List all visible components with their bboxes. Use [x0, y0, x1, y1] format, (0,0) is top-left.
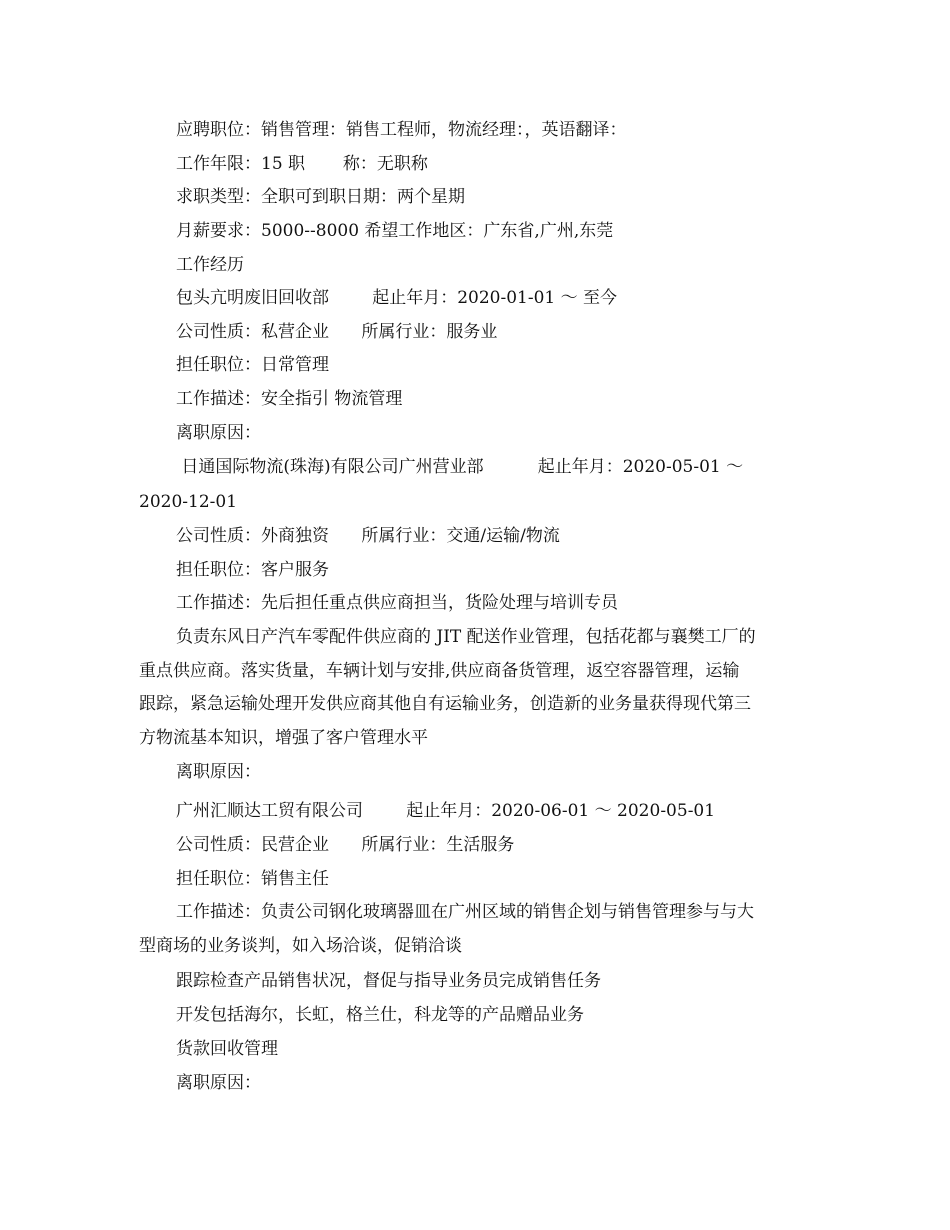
job1-nature: 公司性质：私营企业 所属行业：服务业: [176, 322, 498, 342]
job3-description-cont: 型商场的业务谈判，如入场洽谈，促销洽谈: [139, 936, 462, 956]
job2-title: 担任职位：客户服务: [176, 560, 329, 580]
job2-detail-line-4: 方物流基本知识，增强了客户管理水平: [139, 728, 428, 748]
job1-company: 包头亢明废旧回收部 起止年月：2020-01-01 ～ 至今: [176, 288, 618, 308]
job2-nature: 公司性质：外商独资 所属行业：交通/运输/物流: [176, 526, 560, 546]
line-work-years: 工作年限：15 职 称：无职称: [176, 154, 428, 174]
line-salary: 月薪要求：5000--8000 希望工作地区：广东省,广州,东莞: [176, 221, 614, 241]
job3-detail-line-2: 开发包括海尔，长虹，格兰仕，科龙等的产品赠品业务: [176, 1005, 584, 1025]
job3-title: 担任职位：销售主任: [176, 869, 329, 889]
job3-company: 广州汇顺达工贸有限公司 起止年月：2020-06-01 ～ 2020-05-01: [176, 801, 716, 821]
job2-detail-line-1: 负责东风日产汽车零配件供应商的 JIT 配送作业管理，包括花都与襄樊工厂的: [176, 627, 756, 647]
section-heading-work-history: 工作经历: [176, 255, 244, 275]
job3-detail-line-3: 货款回收管理: [176, 1039, 278, 1059]
line-applied-position: 应聘职位：销售管理：销售工程师，物流经理：，英语翻译：: [176, 120, 627, 140]
job2-description: 工作描述：先后担任重点供应商担当，货险处理与培训专员: [176, 593, 618, 613]
job2-detail-line-2: 重点供应商。落实货量，车辆计划与安排,供应商备货管理，返空容器管理，运输: [139, 661, 740, 681]
job1-leave-reason: 离职原因：: [176, 423, 261, 443]
job2-leave-reason: 离职原因：: [176, 762, 261, 782]
job3-nature: 公司性质：民营企业 所属行业：生活服务: [176, 835, 515, 855]
job3-leave-reason: 离职原因：: [176, 1073, 261, 1093]
line-job-type: 求职类型：全职可到职日期：两个星期: [176, 187, 465, 207]
job1-description: 工作描述：安全指引 物流管理: [176, 389, 403, 409]
job2-detail-line-3: 跟踪，紧急运输处理开发供应商其他自有运输业务，创造新的业务量获得现代第三: [139, 694, 751, 714]
job3-detail-line-1: 跟踪检查产品销售状况，督促与指导业务员完成销售任务: [176, 971, 601, 991]
job1-title: 担任职位：日常管理: [176, 355, 329, 375]
job3-description: 工作描述：负责公司钢化玻璃器皿在广州区域的销售企划与销售管理参与与大: [176, 902, 754, 922]
job2-end-date: 2020-12-01: [139, 492, 238, 512]
job2-company: 日通国际物流(珠海)有限公司广州营业部 起止年月：2020-05-01 ～: [176, 457, 744, 477]
